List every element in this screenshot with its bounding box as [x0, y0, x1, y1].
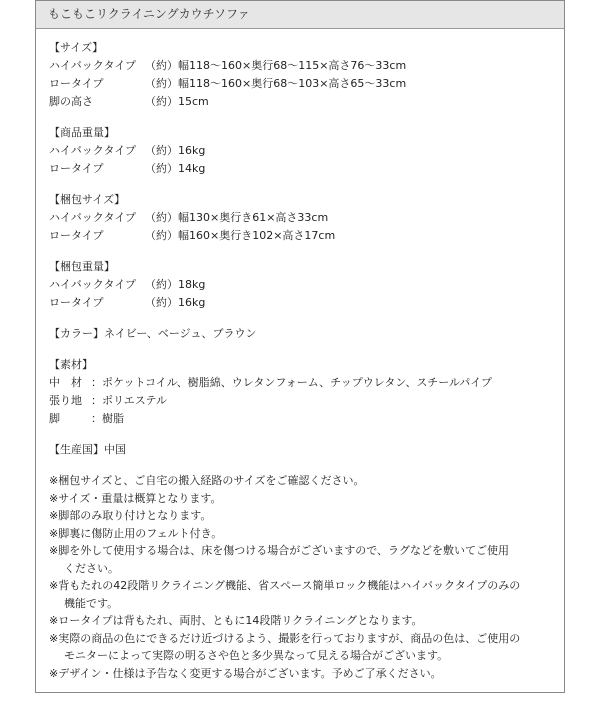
material-row-value: ：ポケットコイル、樹脂綿、ウレタンフォーム、チップウレタン、スチールパイプ [91, 376, 492, 389]
pack-weight-row-label: ロータイプ [49, 296, 104, 309]
origin-section [49, 441, 564, 459]
weight-row-value: （約）14kg [145, 162, 206, 175]
pack-weight-row [49, 294, 564, 312]
size-heading: 【サイズ】 [49, 41, 104, 54]
pack-size-row-label: ロータイプ [49, 229, 104, 242]
material-row [49, 374, 564, 392]
weight-row [49, 160, 564, 178]
size-row [49, 57, 564, 75]
pack-weight-row-label: ハイバックタイプ [49, 278, 137, 291]
note-line: ※脚部のみ取り付けとなります。 [49, 509, 212, 522]
weight-row-value: （約）16kg [145, 144, 206, 157]
pack-weight-section [49, 258, 564, 312]
note-line: ※実際の商品の色にできるだけ近づけるよう、撮影を行っておりますが、商品の色は、ご使用の [49, 631, 521, 645]
pack-size-row-label: ハイバックタイプ [49, 211, 137, 224]
pack-size-row [49, 209, 564, 227]
size-row-label: ロータイプ [49, 77, 104, 90]
size-row-label: ハイバックタイプ [49, 59, 137, 72]
pack-weight-row-value: （約）16kg [145, 296, 206, 309]
size-row [49, 75, 564, 93]
notes-list [49, 472, 564, 682]
color-line [49, 325, 564, 343]
weight-row [49, 142, 564, 160]
material-row [49, 410, 564, 428]
product-title: もこもこリクライニングカウチソファ [36, 1, 564, 29]
color-section [49, 325, 564, 343]
material-row-label: 張り地 [49, 394, 82, 407]
weight-section [49, 124, 564, 178]
note-item [49, 542, 564, 577]
size-row-value: （約）幅118〜160×奥行68〜115×高さ76〜33cm [145, 59, 407, 72]
note-line: ※背もたれの42段階リクライニング機能、省スペース簡単ロック機能はハイバックタイプのみの [49, 579, 521, 592]
note-item [49, 612, 564, 630]
spec-content [36, 29, 564, 682]
weight-heading: 【商品重量】 [49, 126, 115, 139]
note-line: ※脚を外して使用する場合は、床を傷つける場合がございますので、ラグなどを敷いてご使用 [49, 544, 509, 557]
note-line-continued: 機能です。 [64, 596, 119, 610]
size-row [49, 93, 564, 111]
material-row [49, 392, 564, 410]
note-line: ※サイズ・重量は概算となります。 [49, 491, 222, 505]
note-item [49, 490, 564, 508]
color-heading: 【カラー】 [49, 327, 104, 340]
note-line: ※ロータイプは背もたれ、両肘、ともに14段階リクライニングとなります。 [49, 614, 423, 627]
origin-line [49, 441, 564, 459]
pack-size-heading: 【梱包サイズ】 [49, 193, 126, 206]
note-item [49, 507, 564, 525]
note-item [49, 472, 564, 490]
spec-panel [35, 0, 565, 693]
origin-heading: 【生産国】 [49, 443, 104, 456]
weight-row-label: ハイバックタイプ [49, 144, 137, 157]
size-section [49, 39, 564, 111]
size-row-label: 脚の高さ [49, 95, 93, 108]
note-line-continued: モニターによって実際の明るさや色と多少異なって見える場合がございます。 [64, 649, 449, 662]
pack-size-section [49, 191, 564, 245]
weight-row-label: ロータイプ [49, 162, 104, 175]
material-heading: 【素材】 [49, 358, 93, 371]
pack-weight-row-value: （約）18kg [145, 278, 206, 291]
size-row-value: （約）15cm [145, 95, 209, 108]
pack-size-row-value: （約）幅130×奥行き61×高さ33cm [145, 211, 329, 224]
material-section [49, 356, 564, 428]
pack-size-row [49, 227, 564, 245]
note-line-continued: ください。 [64, 561, 119, 575]
color-value: ネイビー、ベージュ、ブラウン [104, 327, 257, 340]
pack-weight-heading: 【梱包重量】 [49, 260, 115, 273]
note-item [49, 577, 564, 612]
note-line: ※デザイン・仕様は予告なく変更する場合がございます。予めご了承ください。 [49, 666, 442, 680]
material-row-label: 脚 [49, 412, 60, 425]
note-item [49, 630, 564, 665]
note-item [49, 665, 564, 683]
note-line: ※梱包サイズと、ご自宅の搬入経路のサイズをご確認ください。 [49, 474, 365, 487]
pack-weight-row [49, 276, 564, 294]
note-line: ※脚裏に傷防止用のフェルト付き。 [49, 526, 223, 540]
note-item [49, 525, 564, 543]
material-row-label: 中 材 [49, 376, 82, 389]
pack-size-row-value: （約）幅160×奥行き102×高さ17cm [145, 229, 336, 242]
material-row-value: ：樹脂 [91, 412, 124, 425]
origin-value: 中国 [104, 443, 126, 456]
material-row-value: ：ポリエステル [91, 394, 168, 407]
size-row-value: （約）幅118〜160×奥行68〜103×高さ65〜33cm [145, 77, 407, 90]
